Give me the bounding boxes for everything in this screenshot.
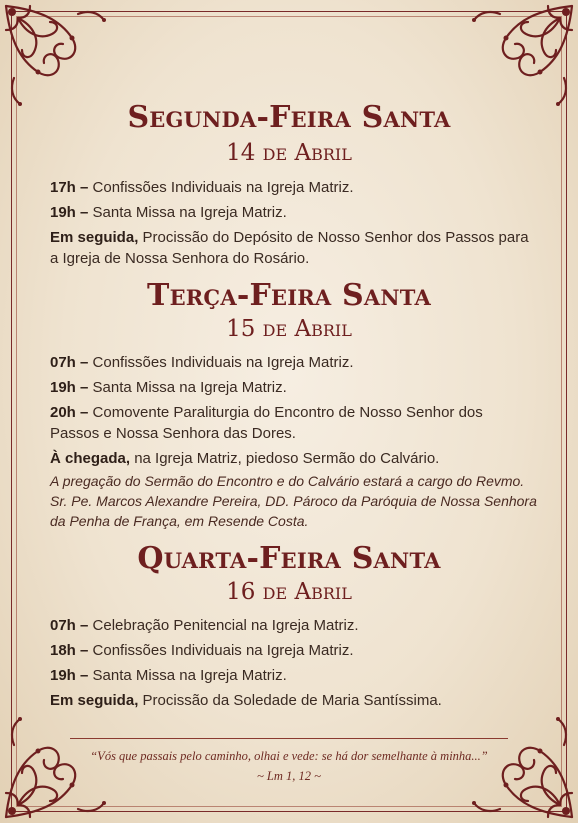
item-lead: 17h – xyxy=(50,179,89,196)
schedule-item xyxy=(50,202,530,223)
schedule-item xyxy=(50,640,530,661)
item-text: Procissão da Soledade de Maria Santíssima. xyxy=(138,692,442,709)
day-date-monday: 14 de Abril xyxy=(226,140,352,166)
item-lead: Em seguida, xyxy=(50,692,139,709)
day-title-monday: Segunda-Feira Santa xyxy=(127,100,451,135)
item-lead: 19h – xyxy=(50,379,89,396)
item-text: Procissão do Depósito de Nosso Senhor dos Passos para a Igreja de Nossa Senhora do Rosário. xyxy=(50,229,529,267)
day-date-wednesday: 16 de Abril xyxy=(226,579,352,605)
item-lead: 07h – xyxy=(50,617,89,634)
item-text: Celebração Penitencial na Igreja Matriz. xyxy=(88,617,359,634)
schedule-item xyxy=(50,615,530,636)
item-lead: Em seguida, xyxy=(50,229,139,246)
item-text: Santa Missa na Igreja Matriz. xyxy=(88,379,287,396)
item-text: na Igreja Matriz, piedoso Sermão do Calvário. xyxy=(130,450,440,467)
item-lead: À chegada, xyxy=(50,450,131,467)
item-text: Comovente Paraliturgia do Encontro de Nosso Senhor dos Passos e Nossa Senhora das Dores. xyxy=(50,404,483,442)
day-date-tuesday: 15 de Abril xyxy=(226,316,352,342)
item-text: Confissões Individuais na Igreja Matriz. xyxy=(88,642,354,659)
item-lead: 19h – xyxy=(50,204,89,221)
item-lead: 07h – xyxy=(50,354,89,371)
item-text: Confissões Individuais na Igreja Matriz. xyxy=(88,179,354,196)
schedule-item xyxy=(50,227,530,269)
sermon-note: A pregação do Sermão do Encontro e do Calvário estará a cargo do Revmo. Sr. Pe. Marcos Alexandre Pereira, DD. Pároco da Paróquia de Nossa Senhora da Penha de França, em Resende Costa. xyxy=(50,473,537,529)
day-title-tuesday: Terça-Feira Santa xyxy=(147,278,431,313)
item-lead: 19h – xyxy=(50,667,89,684)
schedule-item xyxy=(50,352,530,373)
schedule-item xyxy=(50,690,530,711)
day-title-wednesday: Quarta-Feira Santa xyxy=(137,541,441,576)
footer-divider xyxy=(70,738,508,739)
item-text: Santa Missa na Igreja Matriz. xyxy=(88,667,287,684)
schedule-item xyxy=(50,665,530,686)
item-lead: 18h – xyxy=(50,642,89,659)
schedule-item xyxy=(50,448,530,469)
schedule-item xyxy=(50,177,530,198)
footer-reference: ~ Lm 1, 12 ~ xyxy=(257,769,321,783)
schedule-item xyxy=(50,402,530,444)
item-lead: 20h – xyxy=(50,404,89,421)
footer-quote: “Vós que passais pelo caminho, olhai e vede: se há dor semelhante à minha...” xyxy=(90,749,488,763)
schedule-item xyxy=(50,377,530,398)
item-text: Confissões Individuais na Igreja Matriz. xyxy=(88,354,354,371)
item-text: Santa Missa na Igreja Matriz. xyxy=(88,204,287,221)
